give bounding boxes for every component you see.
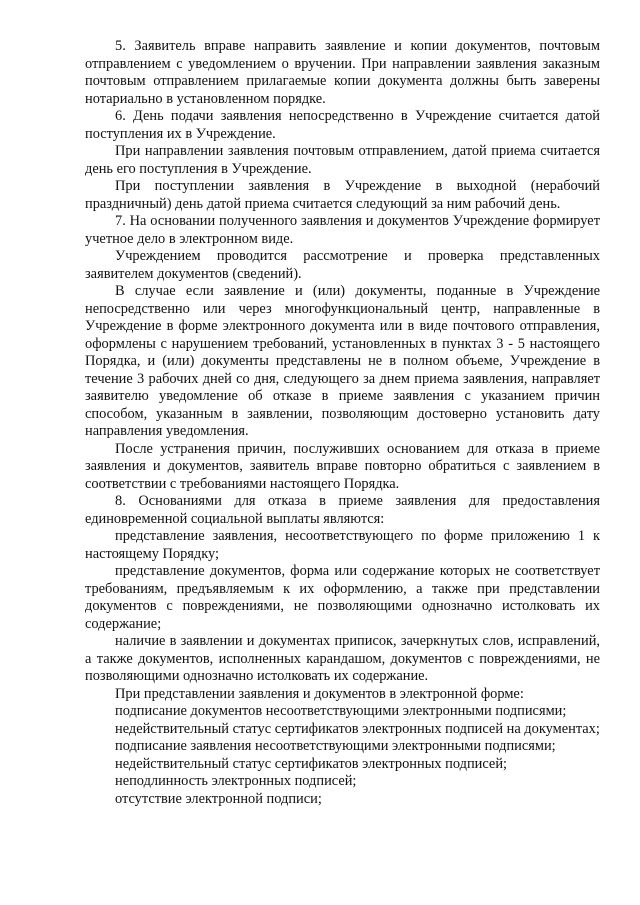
paragraph-8-refusal-grounds: 8. Основаниями для отказа в приеме заявления для предоставления единовременной социальной выплаты являются: [85,493,600,527]
paragraph-6-submission-date: 6. День подачи заявления непосредственно в Учреждение считается датой поступления их в Учреждение. [85,108,600,142]
paragraph-holiday-receipt-date: При поступлении заявления в Учреждение в выходной (нерабочий праздничный) день датой приема считается следующий за ним рабочий день. [85,178,600,212]
list-item-corrections: наличие в заявлении и документах приписок, зачеркнутых слов, исправлений, а также документов, исполненных карандашом, документов с повреждениями, не позволяющими однозначно истолковать их содержание. [85,633,600,684]
paragraph-resubmission: После устранения причин, послуживших основанием для отказа в приеме заявления и документов, заявитель вправе повторно обратиться с заявлением в соответствии с требованиями настоящего Порядка. [85,440,600,492]
paragraph-postal-receipt-date: При направлении заявления почтовым отправлением, датой приема считается день его поступления в Учреждение. [85,143,600,177]
paragraph-5-mail-submission: 5. Заявитель вправе направить заявление и копии документов, почтовым отправлением с уведомлением о вручении. При направлении заявления заказным почтовым отправлением прилагаемые копии документа должны быть заверены нотариально в установленном порядке. [85,38,600,107]
list-item-document-signatures: подписание документов несоответствующими электронными подписями; [115,703,567,719]
list-item-missing-signature: отсутствие электронной подписи; [115,790,322,807]
list-item-signature-authenticity: неподлинность электронных подписей; [115,773,357,789]
list-item-document-requirements: представление документов, форма или содержание которых не соответствует требованиям, предъявляемым к их оформлению, а также при представлении документов с повреждениями, не позволяющими однозначно истолковать их содержание; [85,563,600,632]
list-item-application-signatures: подписание заявления несоответствующими электронными подписями; [115,738,556,754]
list-item-document-certificates: недействительный статус сертификатов электронных подписей на документах; [115,720,600,737]
list-item-invalid-certificates: недействительный статус сертификатов электронных подписей; [115,755,508,772]
paragraph-refusal-notice: В случае если заявление и (или) документы, поданные в Учреждение непосредственно или через многофункциональный центр, направленные в Учреждение в форме электронного документа или в виде почтового отправления, оформлены с нарушением требований, установленных в пунктах 3 - 5 настоящего Порядка, и (или) документы представлены не в полном объеме, Учреждение в течение 3 рабочих дней со дня, следующего за днем приема заявления, направляет заявителю уведомление об отказе в приеме заявления с указанием причин способом, указанным в заявлении, позволяющим достоверно установить дату направления уведомления. [85,283,600,439]
paragraph-electronic-form: При представлении заявления и документов в электронной форме: [115,685,524,702]
document-page [85,38,600,808]
paragraph-document-review: Учреждением проводится рассмотрение и проверка представленных заявителем документов (сведений). [85,248,600,282]
paragraph-7-case-file: 7. На основании полученного заявления и документов Учреждение формирует учетное дело в электронном виде. [85,213,600,247]
list-item-form-mismatch: представление заявления, несоответствующего по форме приложению 1 к настоящему Порядку; [85,528,600,562]
